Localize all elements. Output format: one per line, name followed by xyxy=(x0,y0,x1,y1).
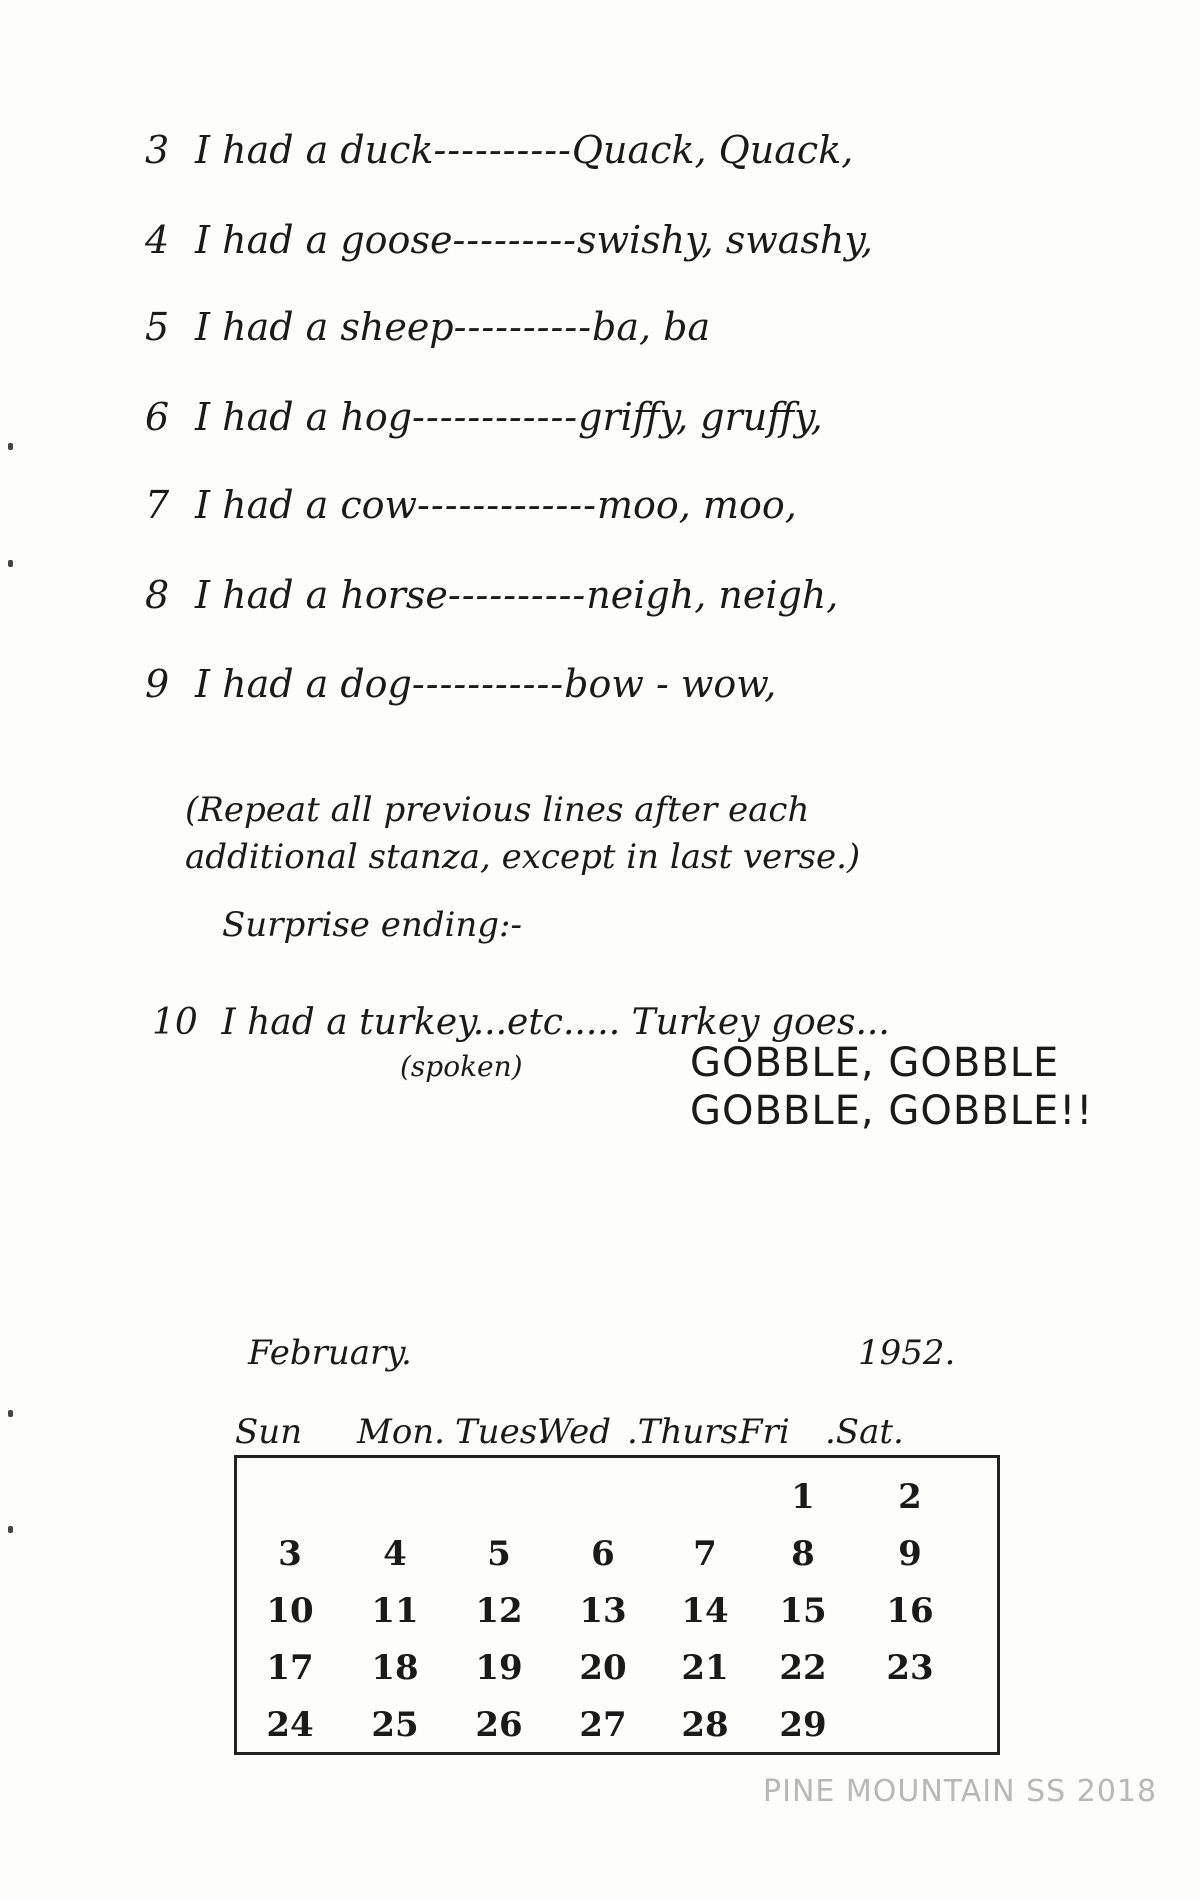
calendar-day: 11 xyxy=(371,1590,419,1631)
verse-line xyxy=(145,128,853,178)
calendar-day: 16 xyxy=(886,1590,934,1631)
verse-sound: neigh, neigh, xyxy=(586,573,839,617)
calendar-day: 6 xyxy=(591,1533,615,1574)
calendar-day: 27 xyxy=(579,1704,627,1745)
verse-number: 8 xyxy=(145,573,170,617)
verse-text: I had a dog xyxy=(195,662,412,706)
calendar-day: 8 xyxy=(791,1533,815,1574)
calendar-day: 10 xyxy=(266,1590,314,1631)
spoken-note: (spoken) xyxy=(400,1050,523,1083)
weekday-label: Mon. xyxy=(357,1412,445,1452)
verse-leader: ---------- xyxy=(453,305,593,349)
calendar-month: February. xyxy=(248,1333,412,1373)
calendar-week xyxy=(237,1696,997,1753)
binding-hole xyxy=(8,560,13,567)
weekday-label: Wed xyxy=(537,1412,612,1452)
calendar-day: 17 xyxy=(266,1647,314,1688)
calendar-day: 23 xyxy=(886,1647,934,1688)
calendar-week xyxy=(237,1525,997,1582)
verse-line xyxy=(145,573,838,623)
verse-sound: ba, ba xyxy=(592,305,711,349)
calendar-day: 13 xyxy=(579,1590,627,1631)
calendar-day: 21 xyxy=(681,1647,729,1688)
repeat-note-line: (Repeat all previous lines after each xyxy=(185,790,810,830)
verse-number: 10 xyxy=(152,1002,198,1043)
calendar-day: 20 xyxy=(579,1647,627,1688)
verse-sound: bow - wow, xyxy=(564,662,777,706)
binding-hole xyxy=(8,443,13,450)
repeat-note xyxy=(185,790,860,878)
verse-leader: --------- xyxy=(452,218,577,262)
verse-sound: Quack, Quack, xyxy=(571,128,854,172)
verse-line xyxy=(145,662,776,712)
verse-leader: ------------ xyxy=(412,395,579,439)
calendar-day: 3 xyxy=(278,1533,302,1574)
verse-leader: ----------- xyxy=(411,662,565,706)
verse-number: 7 xyxy=(145,483,170,527)
verse-number: 6 xyxy=(145,395,170,439)
verse-text: I had a turkey...etc..... xyxy=(221,1002,621,1043)
calendar-day: 25 xyxy=(371,1704,419,1745)
verse-sound: moo, moo, xyxy=(596,483,797,527)
calendar-day: 24 xyxy=(266,1704,314,1745)
verse-sound: griffy, gruffy, xyxy=(578,395,823,439)
surprise-ending-label: Surprise ending:- xyxy=(222,905,522,945)
verse-text: I had a cow xyxy=(195,483,418,527)
verse-number: 5 xyxy=(145,305,170,349)
verse-sound: swishy, swashy, xyxy=(577,218,873,262)
verse-sound: Turkey goes... xyxy=(631,1002,890,1043)
verse-text: I had a goose xyxy=(195,218,453,262)
calendar-day: 29 xyxy=(779,1704,827,1745)
verse-text: I had a sheep xyxy=(195,305,454,349)
verse-line xyxy=(145,218,873,268)
weekday-label: .Thurs. xyxy=(627,1412,749,1452)
calendar-day: 12 xyxy=(475,1590,523,1631)
binding-hole xyxy=(8,1410,13,1417)
verse-line xyxy=(145,483,797,533)
calendar-day: 26 xyxy=(475,1704,523,1745)
calendar-day: 9 xyxy=(898,1533,922,1574)
verse-number: 4 xyxy=(145,218,170,262)
verse-line xyxy=(145,305,710,355)
calendar-day: 28 xyxy=(681,1704,729,1745)
binding-hole xyxy=(8,1526,13,1533)
calendar-day: 19 xyxy=(475,1647,523,1688)
watermark: PINE MOUNTAIN SS 2018 xyxy=(763,1774,1158,1809)
verse-leader: ---------- xyxy=(433,128,572,172)
verse-number: 3 xyxy=(145,128,170,172)
calendar-week xyxy=(237,1582,997,1639)
calendar-box xyxy=(234,1455,1000,1755)
verse-number: 9 xyxy=(145,662,170,706)
weekday-label: Sun xyxy=(235,1412,303,1452)
calendar-year: 1952. xyxy=(858,1333,956,1373)
verse-text: I had a hog xyxy=(195,395,413,439)
calendar-day: 1 xyxy=(791,1476,815,1517)
calendar-day: 2 xyxy=(898,1476,922,1517)
gobble-line: GOBBLE, GOBBLE!! xyxy=(690,1088,1094,1134)
weekday-label: .Sat. xyxy=(825,1412,904,1452)
calendar-day: 4 xyxy=(383,1533,407,1574)
verse-leader: ---------- xyxy=(447,573,587,617)
repeat-note-line: additional stanza, except in last verse.) xyxy=(185,836,861,877)
calendar-day: 14 xyxy=(681,1590,729,1631)
weekday-label: Tues. xyxy=(455,1412,548,1452)
calendar-day: 15 xyxy=(779,1590,827,1631)
calendar-week xyxy=(237,1468,997,1525)
verse-line xyxy=(145,395,823,445)
calendar-week xyxy=(237,1639,997,1696)
calendar-weekday-header xyxy=(235,1412,995,1458)
gobble-line: GOBBLE, GOBBLE xyxy=(690,1040,1060,1086)
final-verse xyxy=(152,1002,890,1043)
calendar-grid xyxy=(237,1468,997,1753)
verse-text: I had a duck xyxy=(195,128,434,172)
calendar-day: 22 xyxy=(779,1647,827,1688)
weekday-label: Fri xyxy=(739,1412,790,1452)
calendar-day: 7 xyxy=(693,1533,717,1574)
verse-text: I had a horse xyxy=(195,573,448,617)
verse-leader: ------------- xyxy=(417,483,597,527)
calendar-day: 18 xyxy=(371,1647,419,1688)
calendar-day: 5 xyxy=(487,1533,511,1574)
